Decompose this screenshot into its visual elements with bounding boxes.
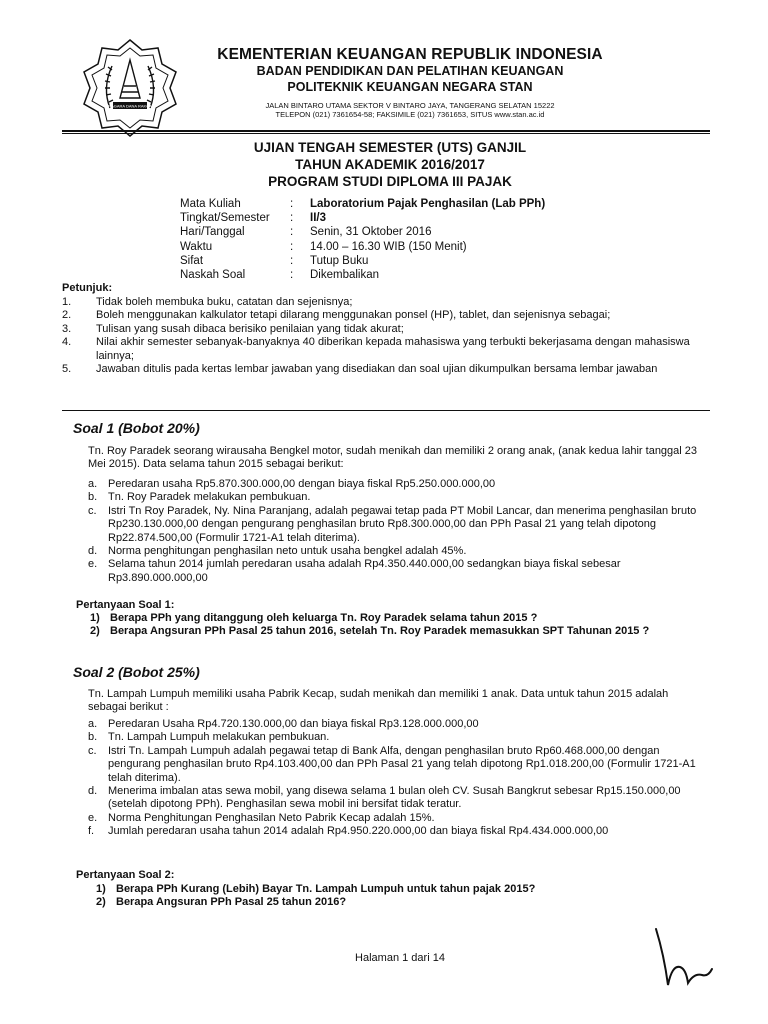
info-label: Naskah Soal <box>180 269 246 282</box>
info-row-level: Tingkat/Semester : II/3 <box>180 211 640 225</box>
list-item: d. Menerima imbalan atas sewa mobil, yang disewa selama 1 bulan oleh CV. Susah Bangkrut sebesar Rp15.150.000,00 (setelah dipotong PPh). Penghasilan sewa mobil ini bersifat tidak teratur. <box>88 785 681 811</box>
list-item: 5. Jawaban ditulis pada kertas lembar jawaban yang disediakan dan soal ujian dikumpulkan bersama lembar jawaban <box>62 363 658 376</box>
list-item: f. Jumlah peredaran usaha tahun 2014 adalah Rp4.950.220.000,00 dan biaya fiskal Rp4.434.000.000,00 <box>88 825 609 838</box>
question-1-intro: Tn. Roy Paradek seorang wirausaha Bengkel motor, sudah menikah dan memiliki 2 orang anak, (anak kedua lahir tanggal 23 Mei 2015). Data selama tahun 2015 sebagai berikut: <box>88 445 698 471</box>
list-item: 1) Berapa PPh Kurang (Lebih) Bayar Tn. Lampah Lumpuh untuk tahun pajak 2015? <box>96 883 536 895</box>
info-label: Hari/Tanggal <box>180 226 245 239</box>
list-item: 1. Tidak boleh membuka buku, catatan dan sejenisnya; <box>62 296 353 308</box>
info-row-time: Waktu : 14.00 – 16.30 WIB (150 Menit) <box>180 240 640 254</box>
list-item: e. Norma Penghitungan Penghasilan Neto Pabrik Kecap adalah 15%. <box>88 811 435 824</box>
agency-name: BADAN PENDIDIKAN DAN PELATIHAN KEUANGAN <box>256 64 564 78</box>
info-row-script: Naskah Soal : Dikembalikan <box>180 268 640 282</box>
list-item: a. Peredaran usaha Rp5.870.300.000,00 dengan biaya fiskal Rp5.250.000.000,00 <box>88 478 496 490</box>
list-item: 2) Berapa Angsuran PPh Pasal 25 tahun 2016? <box>96 896 347 909</box>
question-2-intro: Tn. Lampah Lumpuh memiliki usaha Pabrik Kecap, sudah menikah dan memiliki 1 anak. Data untuk tahun 2015 adalah sebagai berikut : <box>88 688 669 714</box>
info-label: Sifat <box>180 254 204 267</box>
study-program: PROGRAM STUDI DIPLOMA III PAJAK <box>268 174 512 189</box>
list-item: e. Selama tahun 2014 jumlah peredaran usaha adalah Rp4.350.440.000,00 sedangkan biaya fiskal sebesar Rp3.890.000.000,00 <box>88 558 621 584</box>
question-2-prompts <box>96 883 716 910</box>
info-value: Dikembalikan <box>310 269 380 282</box>
ministry-emblem-icon <box>80 38 180 138</box>
list-item: 2. Boleh menggunakan kalkulator tetapi dilarang menggunakan ponsel (HP), tablet, dan sejenisnya sebagai; <box>62 309 611 322</box>
info-label: Mata Kuliah <box>180 198 241 210</box>
info-value: Laboratorium Pajak Penghasilan (Lab PPh) <box>310 198 546 210</box>
info-value: Tutup Buku <box>310 254 369 267</box>
info-label: Tingkat/Semester <box>180 212 270 225</box>
list-item: b. Tn. Lampah Lumpuh melakukan pembukuan. <box>88 731 330 744</box>
list-item: 4. Nilai akhir semester sebanyak-banyaknya 40 diberikan kepada mahasiswa yang terbukti bekerjasama dengan mahasiswa lainnya; <box>62 336 690 362</box>
logo-motto: NAGARA DANA RAKCA <box>108 103 152 109</box>
list-item: b. Tn. Roy Paradek melakukan pembukuan. <box>88 491 311 504</box>
header-divider-thin <box>62 133 710 134</box>
academic-year: TAHUN AKADEMIK 2016/2017 <box>295 157 485 172</box>
exam-title: UJIAN TENGAH SEMESTER (UTS) GANJIL <box>253 140 527 155</box>
exam-info-table <box>180 197 640 282</box>
info-row-date: Hari/Tanggal : Senin, 31 Oktober 2016 <box>180 225 640 239</box>
list-item: 3. Tulisan yang susah dibaca berisiko penilaian yang tidak akurat; <box>62 322 404 335</box>
question-1-prompts <box>90 612 710 639</box>
question-2-heading: Soal 2 (Bobot 25%) <box>73 664 200 680</box>
ministry-name: KEMENTERIAN KEUANGAN REPUBLIK INDONESIA <box>217 46 603 63</box>
list-item: c. Istri Tn Roy Paradek, Ny. Nina Paranjang, adalah pegawai tetap pada PT Mobil Lancar, dan menerima penghasilan bruto Rp230.130.000,00 dengan pengurang penghasilan bruto Rp8.300.000,00 dan PPh Pasal 21 yang telah dipotong Rp22.874.500,00 (Formulir 1721-A1 telah diterima). <box>88 504 697 544</box>
list-item: c. Istri Tn. Lampah Lumpuh adalah pegawai tetap di Bank Alfa, dengan penghasilan bruto Rp60.468.000,00 dengan pengurang penghasilan bruto Rp4.103.400,00 dan PPh Pasal 21 yang telah dipotong Rp1.018.200,00 (Formulir 1721-A1 telah diterima). <box>88 744 696 784</box>
question-2-prompt-title: Pertanyaan Soal 2: <box>76 869 175 881</box>
question-1-heading: Soal 1 (Bobot 20%) <box>73 420 200 436</box>
list-item: a. Peredaran Usaha Rp4.720.130.000,00 dan biaya fiskal Rp3.128.000.000,00 <box>88 718 479 730</box>
school-name: POLITEKNIK KEUANGAN NEGARA STAN <box>287 80 533 94</box>
info-row-nature: Sifat : Tutup Buku <box>180 254 640 268</box>
list-item: d. Norma penghitungan penghasilan neto untuk usaha bengkel adalah 45%. <box>88 545 467 558</box>
question-1-prompt-title: Pertanyaan Soal 1: <box>76 599 175 611</box>
instructions-title: Petunjuk: <box>62 282 113 294</box>
list-item: 1) Berapa PPh yang ditanggung oleh keluarga Tn. Roy Paradek selama tahun 2015 ? <box>90 612 538 624</box>
info-value: 14.00 – 16.30 WIB (150 Menit) <box>310 240 467 253</box>
list-item: 2) Berapa Angsuran PPh Pasal 25 tahun 2016, setelah Tn. Roy Paradek memasukkan SPT Tahunan 2015 ? <box>90 625 650 638</box>
info-row-course: Mata Kuliah : Laboratorium Pajak Penghasilan (Lab PPh) <box>180 197 640 211</box>
question-1-data-list <box>88 478 708 585</box>
instructions-list <box>62 296 712 376</box>
contact-line: TELEPON (021) 7361654-58; FAKSIMILE (021) 7361653, SITUS www.stan.ac.id <box>275 110 545 119</box>
question-2-data-list <box>88 718 708 839</box>
header-divider <box>62 130 710 132</box>
address-line: JALAN BINTARO UTAMA SEKTOR V BINTARO JAYA, TANGERANG SELATAN 15222 <box>265 101 555 110</box>
info-value: II/3 <box>310 212 326 225</box>
info-label: Waktu <box>180 240 213 253</box>
info-value: Senin, 31 Oktober 2016 <box>310 226 432 239</box>
signature-icon <box>650 925 720 995</box>
page-number: Halaman 1 dari 14 <box>355 952 445 964</box>
section-divider <box>62 410 710 411</box>
